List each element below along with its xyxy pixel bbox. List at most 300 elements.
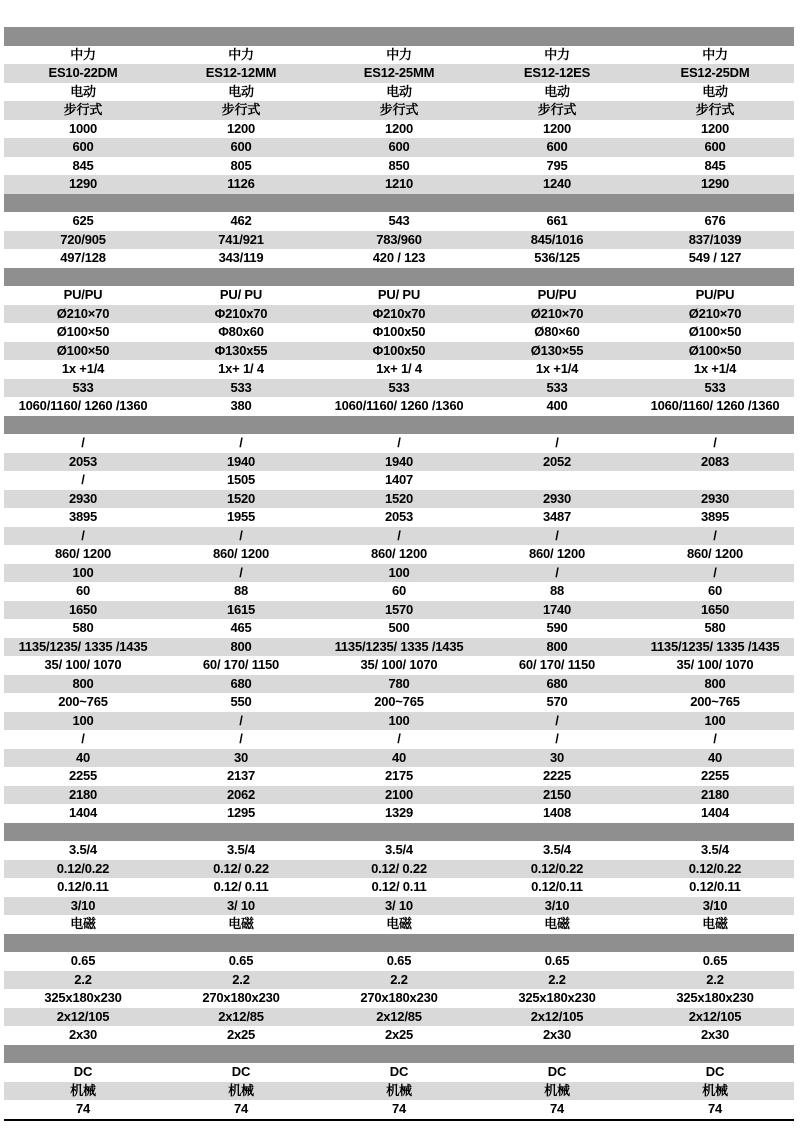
table-cell: 0.65 [228, 953, 254, 968]
table-cell: 200~765 [690, 694, 740, 709]
table-cell: 400 [546, 398, 568, 413]
table-cell: 74 [391, 1101, 407, 1116]
table-cell: Ø210×70 [688, 305, 742, 321]
table-cell: 40 [707, 749, 723, 765]
table-cell: 中力 [702, 46, 728, 62]
table-cell: / [555, 435, 559, 450]
table-cell: 1329 [384, 805, 414, 820]
table-cell: 3895 [68, 509, 98, 524]
table-cell: 步行式 [695, 102, 735, 117]
table-cell [478, 471, 636, 490]
table-cell: 1520 [226, 490, 256, 506]
table-cell: 40 [391, 749, 407, 765]
table-cell: 1650 [68, 601, 98, 617]
table-cell: 465 [230, 620, 252, 635]
table-cell: 533 [230, 379, 252, 395]
table-cell: 2.2 [232, 971, 250, 987]
table-cell: 860/ 1200 [686, 546, 744, 561]
table-cell: 600 [230, 139, 252, 154]
table-cell: / [397, 527, 401, 543]
section-separator-band [4, 27, 794, 46]
table-cell: 800 [546, 638, 568, 654]
table-row [4, 175, 794, 194]
table-cell: 35/ 100/ 1070 [676, 657, 754, 672]
table-row [4, 952, 794, 971]
table-row [4, 989, 794, 1008]
table-row [4, 286, 794, 305]
table-cell: 0.12/0.22 [530, 860, 584, 876]
table-row [4, 46, 794, 65]
table-cell: Ø210×70 [530, 305, 584, 321]
table-cell: 74 [233, 1101, 249, 1116]
table-cell: 200~765 [374, 694, 424, 709]
table-row [4, 397, 794, 416]
table-cell: 837/1039 [688, 231, 742, 247]
table-cell: 0.12/ 0.22 [213, 860, 269, 876]
table-row [4, 693, 794, 712]
table-cell: / [713, 527, 717, 543]
table-cell: 步行式 [63, 102, 103, 117]
table-cell: 845 [704, 157, 726, 173]
table-cell: 550 [230, 694, 252, 709]
table-row [4, 564, 794, 583]
table-row [4, 231, 794, 250]
table-cell: / [239, 731, 243, 746]
table-cell: 100 [704, 712, 726, 728]
table-cell: 536/125 [534, 250, 580, 265]
table-cell: 1200 [542, 120, 572, 136]
table-row [4, 1008, 794, 1027]
table-cell: / [81, 527, 85, 543]
table-cell: / [239, 564, 243, 580]
table-cell: 3.5/4 [227, 842, 255, 857]
table-row [4, 101, 794, 120]
table-row [4, 527, 794, 546]
table-cell: 1x +1/4 [535, 361, 579, 376]
table-row [4, 749, 794, 768]
table-cell: 680 [230, 675, 252, 691]
table-row [4, 545, 794, 564]
table-cell: 2137 [226, 768, 256, 783]
table-cell: 0.12/0.11 [57, 879, 109, 894]
table-cell: 1135/1235/ 1335 /1435 [334, 638, 464, 654]
table-cell: / [713, 564, 717, 580]
table-cell: 0.65 [70, 953, 96, 968]
table-cell: Ø100×50 [56, 342, 110, 358]
table-cell: 741/921 [218, 231, 264, 247]
table-cell: 1210 [384, 176, 414, 191]
section-separator-band [4, 823, 794, 842]
table-cell: 步行式 [221, 102, 261, 117]
table-row [4, 490, 794, 509]
table-cell: 2x25 [384, 1027, 414, 1042]
table-cell: 74 [549, 1101, 565, 1116]
table-cell: 1955 [226, 509, 256, 524]
table-row [4, 971, 794, 990]
table-cell: 2x12/105 [688, 1008, 742, 1024]
table-cell: 60/ 170/ 1150 [518, 657, 596, 672]
table-cell: ES12-12ES [523, 65, 591, 80]
table-cell: / [555, 712, 559, 728]
table-cell: 机械 [702, 1082, 728, 1098]
table-cell: 1408 [542, 805, 572, 820]
table-cell: 35/ 100/ 1070 [360, 657, 438, 672]
table-row [4, 915, 794, 934]
table-cell: 805 [230, 157, 252, 173]
table-cell: 533 [72, 379, 94, 395]
table-cell: 2053 [384, 509, 414, 524]
table-cell: 2.2 [548, 971, 566, 987]
table-cell: 步行式 [537, 102, 577, 117]
table-cell: 中力 [228, 46, 254, 62]
table-cell: DC [705, 1064, 725, 1079]
table-cell: 2x30 [700, 1027, 730, 1042]
table-row [4, 619, 794, 638]
table-row [4, 897, 794, 916]
table-row [4, 841, 794, 860]
table-cell: 1290 [700, 176, 730, 191]
table-row [4, 638, 794, 657]
section-separator-band [4, 194, 794, 213]
table-row [4, 453, 794, 472]
table-cell: 343/119 [218, 250, 264, 265]
table-cell: 1570 [384, 601, 414, 617]
table-cell: 2053 [68, 453, 98, 469]
table-cell: 1650 [700, 601, 730, 617]
table-cell: / [555, 527, 559, 543]
table-cell: 1060/1160/ 1260 /1360 [18, 398, 148, 413]
table-cell: 1x+ 1/ 4 [376, 361, 422, 376]
table-cell: 2083 [700, 453, 730, 469]
table-cell: ES12-25MM [363, 65, 435, 80]
table-cell: 380 [230, 398, 252, 413]
table-cell: 1940 [384, 453, 414, 469]
table-cell: 35/ 100/ 1070 [44, 657, 122, 672]
table-cell: 2x12/105 [530, 1008, 584, 1024]
table-cell: 549 / 127 [688, 250, 742, 265]
table-cell: 3.5/4 [385, 842, 413, 857]
table-row [4, 1100, 794, 1119]
table-cell: 机械 [228, 1082, 254, 1098]
table-cell: 661 [546, 213, 568, 228]
table-cell: Φ210x70 [372, 305, 426, 321]
table-cell: 800 [704, 675, 726, 691]
table-cell: 325x180x230 [44, 990, 122, 1005]
table-cell: 2x12/105 [56, 1008, 110, 1024]
table-cell: ES10-22DM [48, 65, 118, 80]
table-cell: 543 [388, 213, 410, 228]
table-cell: 100 [72, 712, 94, 728]
table-cell: 1135/1235/ 1335 /1435 [650, 638, 780, 654]
table-row [4, 120, 794, 139]
table-cell: 机械 [544, 1082, 570, 1098]
table-row [4, 730, 794, 749]
table-cell: 1x +1/4 [61, 361, 105, 376]
table-cell: 电磁 [702, 916, 728, 931]
table-cell: 625 [72, 213, 94, 228]
table-cell: 2x30 [68, 1027, 98, 1042]
table-cell: 电动 [702, 83, 728, 99]
table-cell: ES12-25DM [680, 65, 750, 80]
table-row [4, 379, 794, 398]
table-cell: DC [547, 1064, 567, 1079]
table-cell: 580 [72, 620, 94, 635]
table-cell: DC [389, 1064, 409, 1079]
table-row [4, 675, 794, 694]
table-cell: / [713, 731, 717, 746]
table-cell: 580 [704, 620, 726, 635]
table-cell: 533 [388, 379, 410, 395]
table-cell: 3/10 [702, 897, 728, 913]
table-row [4, 860, 794, 879]
table-cell: 860/ 1200 [212, 546, 270, 561]
table-cell: 3487 [542, 509, 572, 524]
table-row [4, 878, 794, 897]
table-cell: / [555, 564, 559, 580]
table-cell: 74 [75, 1101, 91, 1116]
table-cell: 1520 [384, 490, 414, 506]
table-cell: 电磁 [386, 916, 412, 931]
table-row [4, 767, 794, 786]
table-cell: 2180 [68, 786, 98, 802]
table-cell: / [81, 731, 85, 746]
table-cell: 3/ 10 [227, 897, 255, 913]
table-cell: 中力 [544, 46, 570, 62]
table-cell: 0.12/ 0.22 [371, 860, 427, 876]
table-row [4, 323, 794, 342]
table-row [4, 712, 794, 731]
table-cell: Φ100x50 [372, 324, 426, 339]
table-row [4, 83, 794, 102]
table-cell: 325x180x230 [518, 990, 596, 1005]
table-cell: 0.65 [386, 953, 412, 968]
table-cell: 2255 [700, 768, 730, 783]
table-cell: 74 [707, 1101, 723, 1116]
table-cell: 2225 [542, 768, 572, 783]
table-cell: PU/PU [63, 287, 103, 302]
table-cell: 2062 [226, 786, 256, 802]
table-cell: 2x30 [542, 1027, 572, 1042]
table-cell: 1200 [226, 120, 256, 136]
table-row [4, 804, 794, 823]
table-cell: 462 [230, 213, 252, 228]
section-separator-band [4, 934, 794, 953]
table-cell: 60 [707, 583, 723, 598]
table-cell: 1060/1160/ 1260 /1360 [650, 398, 780, 413]
table-cell: Ø210×70 [56, 305, 110, 321]
table-row [4, 434, 794, 453]
table-cell: Ø100×50 [56, 324, 110, 339]
table-cell: 100 [388, 564, 410, 580]
table-cell: 676 [704, 213, 726, 228]
table-row [4, 305, 794, 324]
table-cell: 中力 [70, 46, 96, 62]
table-cell: 电动 [544, 83, 570, 99]
table-cell: 800 [230, 638, 252, 654]
table-cell: / [713, 435, 717, 450]
table-cell: 30 [233, 749, 249, 765]
table-cell: 0.12/ 0.11 [371, 879, 427, 894]
table-cell: 200~765 [58, 694, 108, 709]
table-row [4, 1026, 794, 1045]
table-cell: 1x+ 1/ 4 [218, 361, 264, 376]
table-cell: / [239, 712, 243, 728]
table-row [4, 212, 794, 231]
table-row [4, 786, 794, 805]
table-cell: PU/PU [695, 287, 735, 302]
table-cell: 1060/1160/ 1260 /1360 [334, 398, 464, 413]
table-cell: 850 [388, 157, 410, 173]
table-cell: 30 [549, 749, 565, 765]
table-row [4, 138, 794, 157]
table-cell: / [81, 472, 85, 487]
table-cell: 机械 [70, 1082, 96, 1098]
table-cell: / [239, 435, 243, 450]
table-cell: 1135/1235/ 1335 /1435 [18, 638, 148, 654]
table-cell: Φ130x55 [214, 342, 268, 358]
table-cell: 1290 [68, 176, 98, 191]
table-cell: PU/ PU [219, 287, 263, 302]
table-cell: 1940 [226, 453, 256, 469]
table-cell: Φ100x50 [372, 342, 426, 358]
table-cell: 420 / 123 [372, 250, 426, 265]
table-cell: 270x180x230 [202, 990, 280, 1005]
table-cell: 1404 [700, 805, 730, 820]
table-cell: 860/ 1200 [528, 546, 586, 561]
table-cell: 533 [704, 379, 726, 395]
table-cell: 1740 [542, 601, 572, 617]
table-cell: 590 [546, 620, 568, 635]
table-cell: 1295 [226, 805, 256, 820]
table-cell: 1407 [384, 472, 414, 487]
table-row [4, 1063, 794, 1082]
table-row [4, 157, 794, 176]
spec-table [4, 27, 794, 1121]
table-cell: 600 [704, 139, 726, 154]
table-row [4, 360, 794, 379]
table-cell: 2255 [68, 768, 98, 783]
table-cell: 0.12/0.22 [688, 860, 742, 876]
table-cell: 1240 [542, 176, 572, 191]
table-cell: 2.2 [74, 971, 92, 987]
table-cell: 845/1016 [530, 231, 584, 247]
table-cell: 600 [388, 139, 410, 154]
table-cell: 270x180x230 [360, 990, 438, 1005]
table-cell: 电磁 [544, 916, 570, 931]
table-cell: 1505 [226, 472, 256, 487]
table-cell: Ø80×60 [534, 324, 580, 339]
table-row [4, 471, 794, 490]
table-cell: 电动 [228, 83, 254, 99]
table-cell: 600 [546, 139, 568, 154]
table-cell: 40 [75, 749, 91, 765]
table-cell: 325x180x230 [676, 990, 754, 1005]
table-cell: 783/960 [376, 231, 422, 247]
table-cell: 3.5/4 [69, 842, 97, 857]
table-cell: 795 [546, 157, 568, 173]
table-cell: 533 [546, 379, 568, 395]
table-cell: 3.5/4 [701, 842, 729, 857]
table-cell: 0.12/ 0.11 [213, 879, 269, 894]
table-cell: 2.2 [390, 971, 408, 987]
table-cell: ES12-12MM [205, 65, 277, 80]
table-cell: 中力 [386, 46, 412, 62]
table-cell: 0.65 [702, 953, 728, 968]
table-cell: 3.5/4 [543, 842, 571, 857]
table-cell: 600 [72, 139, 94, 154]
table-cell: 2.2 [706, 971, 724, 987]
table-cell: 3895 [700, 509, 730, 524]
table-cell: 电动 [386, 83, 412, 99]
table-cell: 0.12/0.11 [689, 879, 741, 894]
table-cell: 780 [388, 675, 410, 691]
table-cell: 60 [391, 583, 407, 598]
table-cell: 1615 [226, 601, 256, 617]
table-cell: 860/ 1200 [370, 546, 428, 561]
table-cell: Ø100×50 [688, 342, 742, 358]
table-cell [636, 471, 794, 490]
table-cell: PU/ PU [377, 287, 421, 302]
table-cell: 60/ 170/ 1150 [202, 657, 280, 672]
table-cell: 1200 [700, 120, 730, 136]
table-row [4, 342, 794, 361]
table-cell: 2930 [68, 490, 98, 506]
table-cell: 570 [546, 694, 568, 709]
table-row [4, 1082, 794, 1101]
table-cell: / [397, 731, 401, 746]
table-cell: 0.65 [544, 953, 570, 968]
table-cell: 2x12/85 [376, 1008, 422, 1024]
section-separator-band [4, 1045, 794, 1064]
table-cell: 497/128 [60, 250, 106, 265]
table-cell: 1x +1/4 [693, 361, 737, 376]
table-cell: 机械 [386, 1082, 412, 1098]
table-row [4, 601, 794, 620]
table-row [4, 508, 794, 527]
table-cell: 720/905 [60, 231, 106, 247]
table-cell: 1404 [68, 805, 98, 820]
table-cell: Ø130×55 [530, 342, 584, 358]
table-cell: Ø100×50 [688, 324, 742, 339]
table-cell: 3/10 [70, 897, 96, 913]
table-cell: 2930 [700, 490, 730, 506]
table-cell: 2052 [542, 453, 572, 469]
table-row [4, 64, 794, 83]
table-cell: 3/10 [544, 897, 570, 913]
table-row [4, 249, 794, 268]
section-separator-band [4, 416, 794, 435]
table-cell: 680 [546, 675, 568, 691]
table-cell: / [239, 527, 243, 543]
table-row [4, 582, 794, 601]
table-cell: Φ80x60 [218, 324, 264, 339]
table-cell: 860/ 1200 [54, 546, 112, 561]
table-cell: 2150 [542, 786, 572, 802]
table-cell: 步行式 [379, 102, 419, 117]
table-cell: 88 [549, 583, 565, 598]
table-cell: 88 [233, 583, 249, 598]
table-cell: 100 [388, 712, 410, 728]
table-cell: 电磁 [70, 916, 96, 931]
table-cell: / [81, 435, 85, 450]
table-cell: 845 [72, 157, 94, 173]
table-cell: / [397, 435, 401, 450]
table-cell: 1126 [227, 176, 255, 191]
table-cell: 0.12/0.11 [531, 879, 583, 894]
table-cell: 电动 [70, 83, 96, 99]
table-cell: DC [231, 1064, 251, 1079]
table-cell: 2180 [700, 786, 730, 802]
